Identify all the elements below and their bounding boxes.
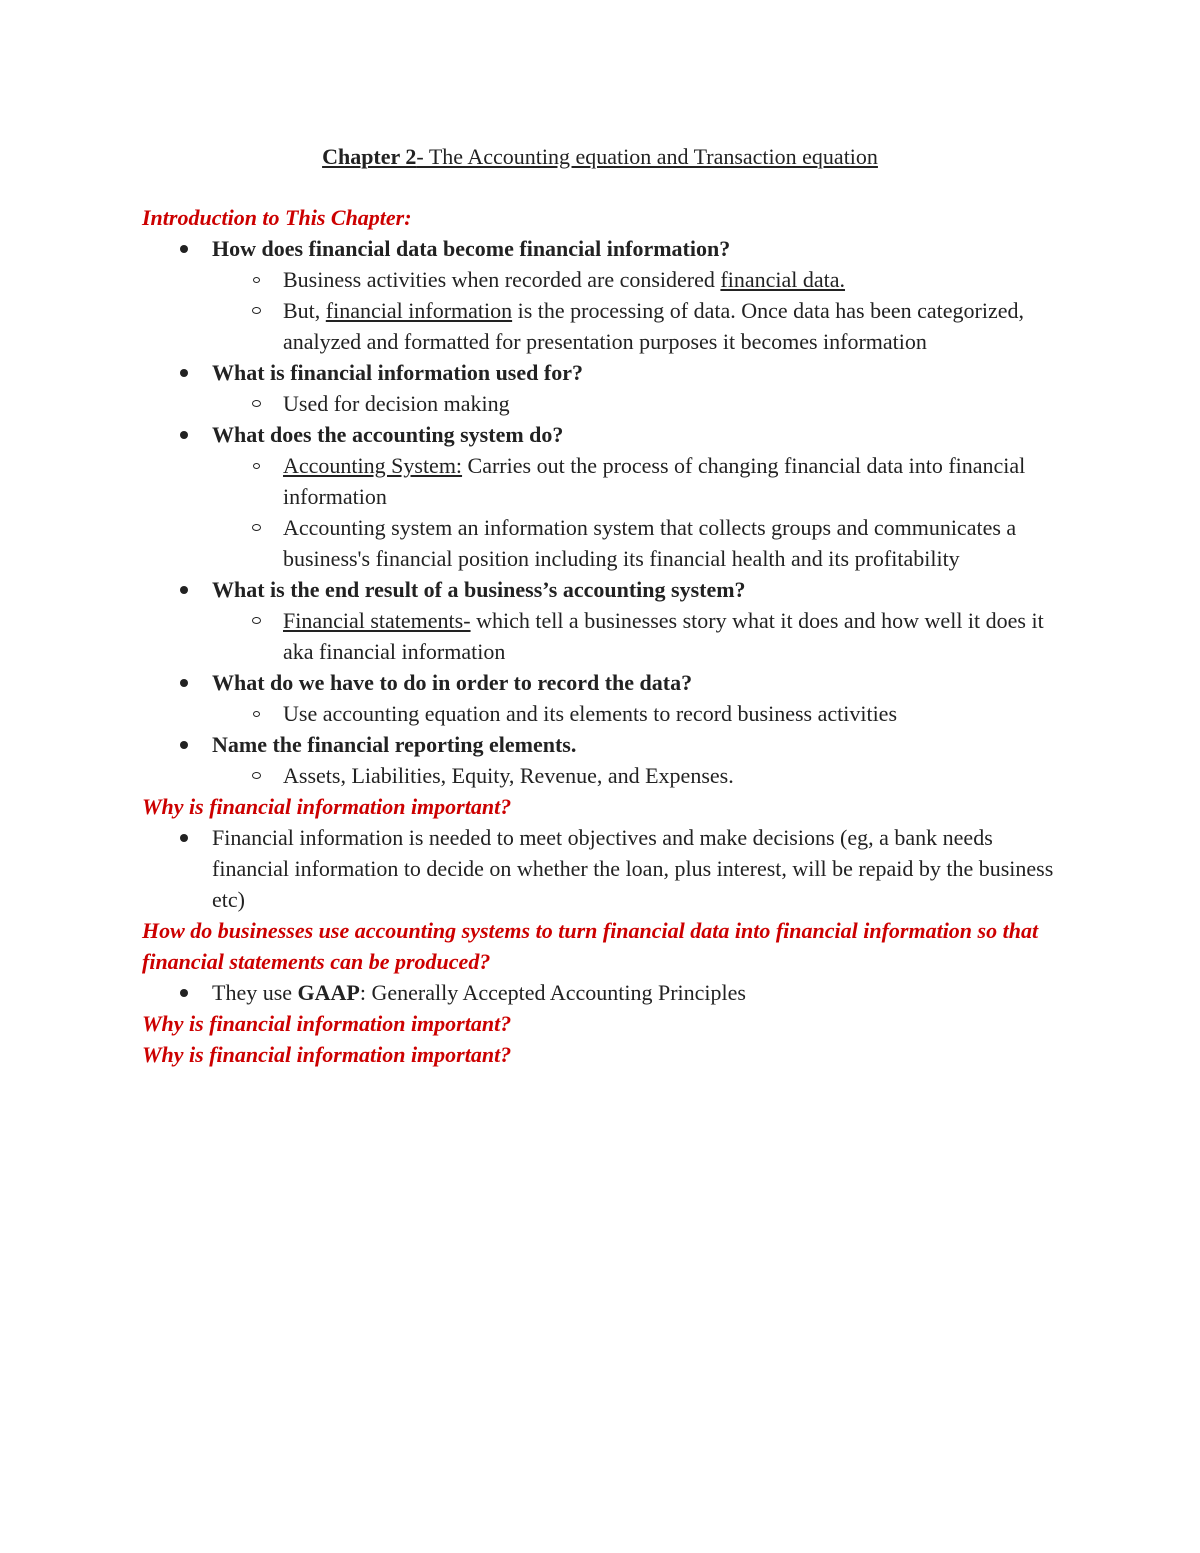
question-6-text: Name the financial reporting elements.	[212, 732, 577, 757]
section-heading-how: How do businesses use accounting systems to turn financial data into financial information so that financial statements can be produced?	[142, 918, 1039, 974]
section-heading-why-1: Why is financial information important?	[142, 794, 512, 819]
answer-4-1-text: which tell a businesses story what it does and how well it does it aka financial information	[283, 608, 1044, 664]
bullet-ring-icon	[248, 264, 264, 295]
answer-2-1-text: Used for decision making	[283, 391, 510, 416]
answer-3-2-text: Accounting system an information system that collects groups and communicates a business's financial position including its financial health and its profitability	[283, 515, 1017, 571]
term-financial-information: financial information	[325, 298, 513, 323]
answer-1-2	[142, 295, 1053, 357]
page-title	[0, 141, 1200, 172]
bullet-ring-icon	[248, 605, 264, 636]
term-gaap: GAAP	[297, 980, 360, 1005]
why-1-item-text: Financial information is needed to meet objectives and make decisions (eg, a bank needs financial information to decide on whether the loan, plus interest, will be repaid by the business etc)	[212, 825, 1054, 912]
section-heading-why-3: Why is financial information important?	[142, 1042, 512, 1067]
term-financial-data: financial data.	[720, 267, 846, 292]
term-accounting-system: Accounting System:	[283, 453, 463, 478]
bullet-dot-icon	[176, 729, 192, 760]
bullet-dot-icon	[176, 357, 192, 388]
bullet-ring-icon	[248, 512, 264, 543]
question-3-text: What does the accounting system do?	[212, 422, 564, 447]
bullet-dot-icon	[176, 233, 192, 264]
answer-6-1-text: Assets, Liabilities, Equity, Revenue, and Expenses.	[283, 763, 734, 788]
question-1	[142, 233, 1062, 264]
question-6	[142, 729, 1062, 760]
section-heading-why-2: Why is financial information important?	[142, 1011, 512, 1036]
question-2-text: What is financial information used for?	[212, 360, 583, 385]
answer-3-1-text: Carries out the process of changing financial data into financial information	[283, 453, 1026, 509]
answer-1-2-text: is the processing of data. Once data has been categorized, analyzed and formatted for presentation purposes it becomes information	[283, 298, 1025, 354]
bullet-dot-icon	[176, 977, 192, 1008]
bullet-ring-icon	[248, 698, 264, 729]
question-2	[142, 357, 1062, 388]
bullet-ring-icon	[248, 295, 264, 326]
bullet-dot-icon	[176, 574, 192, 605]
answer-2-1	[142, 388, 1062, 419]
chapter-title: - The Accounting equation and Transaction equation	[416, 144, 878, 169]
bullet-dot-icon	[176, 667, 192, 698]
bullet-ring-icon	[248, 450, 264, 481]
answer-5-1-text: Use accounting equation and its elements to record business activities	[283, 701, 898, 726]
question-4-text: What is the end result of a business’s accounting system?	[212, 577, 746, 602]
why-1-item	[142, 822, 1057, 915]
question-5	[142, 667, 1062, 698]
question-3	[142, 419, 1062, 450]
question-4	[142, 574, 1062, 605]
chapter-label: Chapter 2	[322, 144, 417, 169]
question-5-text: What do we have to do in order to record the data?	[212, 670, 693, 695]
answer-5-1	[142, 698, 1062, 729]
answer-1-1-text: Business activities when recorded are considered	[283, 267, 721, 292]
answer-1-2-pre: But,	[283, 298, 326, 323]
how-item	[142, 977, 1062, 1008]
answer-1-1	[142, 264, 1062, 295]
bullet-dot-icon	[176, 419, 192, 450]
how-item-pre: They use	[212, 980, 298, 1005]
answer-4-1	[142, 605, 1053, 667]
section-heading-intro: Introduction to This Chapter:	[142, 205, 412, 230]
bullet-dot-icon	[176, 822, 192, 853]
document-body	[142, 202, 1062, 1070]
answer-6-1	[142, 760, 1062, 791]
bullet-ring-icon	[248, 388, 264, 419]
term-financial-statements: Financial statements-	[283, 608, 471, 633]
how-item-text: : Generally Accepted Accounting Principles	[359, 980, 746, 1005]
question-1-text: How does financial data become financial information?	[212, 236, 731, 261]
answer-3-1	[142, 450, 1053, 512]
answer-3-2	[142, 512, 1053, 574]
bullet-ring-icon	[248, 760, 264, 791]
